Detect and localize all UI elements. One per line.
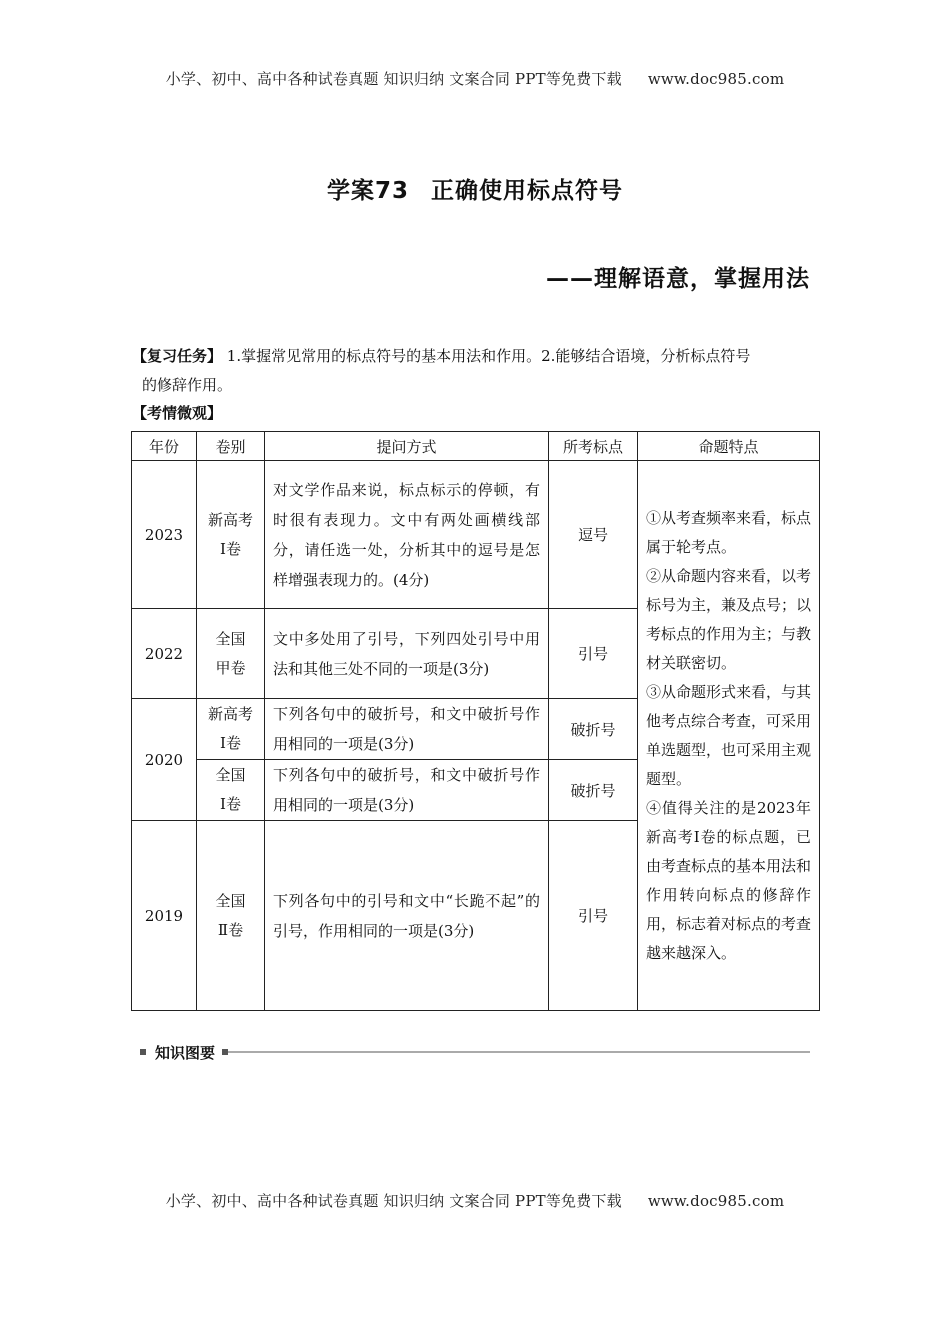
review-task: [132, 342, 817, 400]
header-mark: 所考标点: [549, 432, 638, 461]
juan-line: 全国: [215, 766, 246, 784]
juan-line: Ⅰ卷: [220, 795, 241, 813]
question-cell: 下列各句中的引号和文中“长跪不起”的引号，作用相同的一项是(3分): [265, 821, 549, 1011]
knowledge-map-heading: [140, 1042, 810, 1062]
mark-cell: 逗号: [549, 461, 638, 609]
juan-line: 全国: [215, 891, 246, 910]
question-cell: 对文学作品来说，标点标示的停顿，有时很有表现力。文中有两处画横线部分，请任选一处，分析其中的逗号是怎样增强表现力的。(4分): [265, 461, 549, 609]
title-main: 正确使用标点符号: [431, 178, 623, 204]
knowledge-map-title: 知识图要: [155, 1043, 216, 1062]
year-cell: 2023: [132, 461, 197, 609]
exam-table: [131, 431, 820, 1011]
table-row: [132, 461, 820, 609]
juan-cell: [197, 461, 265, 609]
page-header: [0, 68, 950, 89]
exam-overview-label: 【考情微观】: [132, 404, 223, 422]
juan-line: Ⅰ卷: [220, 734, 241, 752]
page-footer: [0, 1190, 950, 1211]
divider-line: [228, 1051, 810, 1053]
footer-text: 小学、初中、高中各种试卷真题 知识归纳 文案合同 PPT等免费下载: [165, 1192, 622, 1210]
feature-item: ①从考查频率来看，标点属于轮考点。: [646, 508, 812, 556]
juan-line: 新高考: [207, 510, 253, 529]
review-label: 【复习任务】: [132, 347, 223, 365]
header-text: 小学、初中、高中各种试卷真题 知识归纳 文案合同 PPT等免费下载: [165, 70, 622, 88]
header-year: 年份: [132, 432, 197, 461]
page-title: [0, 172, 950, 205]
mark-cell: 破折号: [549, 760, 638, 821]
header-url[interactable]: www.doc985.com: [647, 70, 785, 88]
juan-cell: [197, 821, 265, 1011]
question-cell: 下列各句中的破折号，和文中破折号作用相同的一项是(3分): [265, 760, 549, 821]
header-features: 命题特点: [638, 432, 820, 461]
square-bullet-icon: [140, 1049, 146, 1055]
table-header-row: [132, 432, 820, 461]
juan-line: Ⅰ卷: [220, 539, 241, 558]
page-subtitle: ——理解语意，掌握用法: [546, 266, 810, 292]
juan-cell: [197, 699, 265, 760]
feature-item: ②从命题内容来看，以考标号为主，兼及点号；以考标点的作用为主；与教材关联密切。: [646, 566, 812, 672]
juan-line: 新高考: [207, 705, 253, 723]
review-line2: 的修辞作用。: [142, 376, 233, 394]
features-cell: [638, 461, 820, 1011]
juan-line: Ⅱ卷: [217, 920, 244, 939]
year-cell: 2022: [132, 609, 197, 699]
review-line1: 1.掌握常见常用的标点符号的基本用法和作用。2.能够结合语境，分析标点符号: [226, 347, 751, 365]
header-question: 提问方式: [265, 432, 549, 461]
mark-cell: 引号: [549, 609, 638, 699]
year-cell: 2019: [132, 821, 197, 1011]
footer-url[interactable]: www.doc985.com: [647, 1192, 785, 1210]
year-cell: 2020: [132, 699, 197, 821]
header-juan: 卷别: [197, 432, 265, 461]
mark-cell: 破折号: [549, 699, 638, 760]
feature-item: ④值得关注的是2023年新高考Ⅰ卷的标点题，已由考查标点的基本用法和作用转向标点的修辞作用，标志着对标点的考查越来越深入。: [646, 798, 812, 962]
question-cell: 下列各句中的破折号，和文中破折号作用相同的一项是(3分): [265, 699, 549, 760]
juan-line: 甲卷: [215, 658, 246, 677]
feature-item: ③从命题形式来看，与其他考点综合考查，可采用单选题型，也可采用主观题型。: [646, 682, 812, 788]
juan-line: 全国: [215, 629, 246, 648]
question-cell: 文中多处用了引号，下列四处引号中用法和其他三处不同的一项是(3分): [265, 609, 549, 699]
title-prefix: 学案73: [326, 178, 409, 204]
juan-cell: [197, 760, 265, 821]
juan-cell: [197, 609, 265, 699]
mark-cell: 引号: [549, 821, 638, 1011]
